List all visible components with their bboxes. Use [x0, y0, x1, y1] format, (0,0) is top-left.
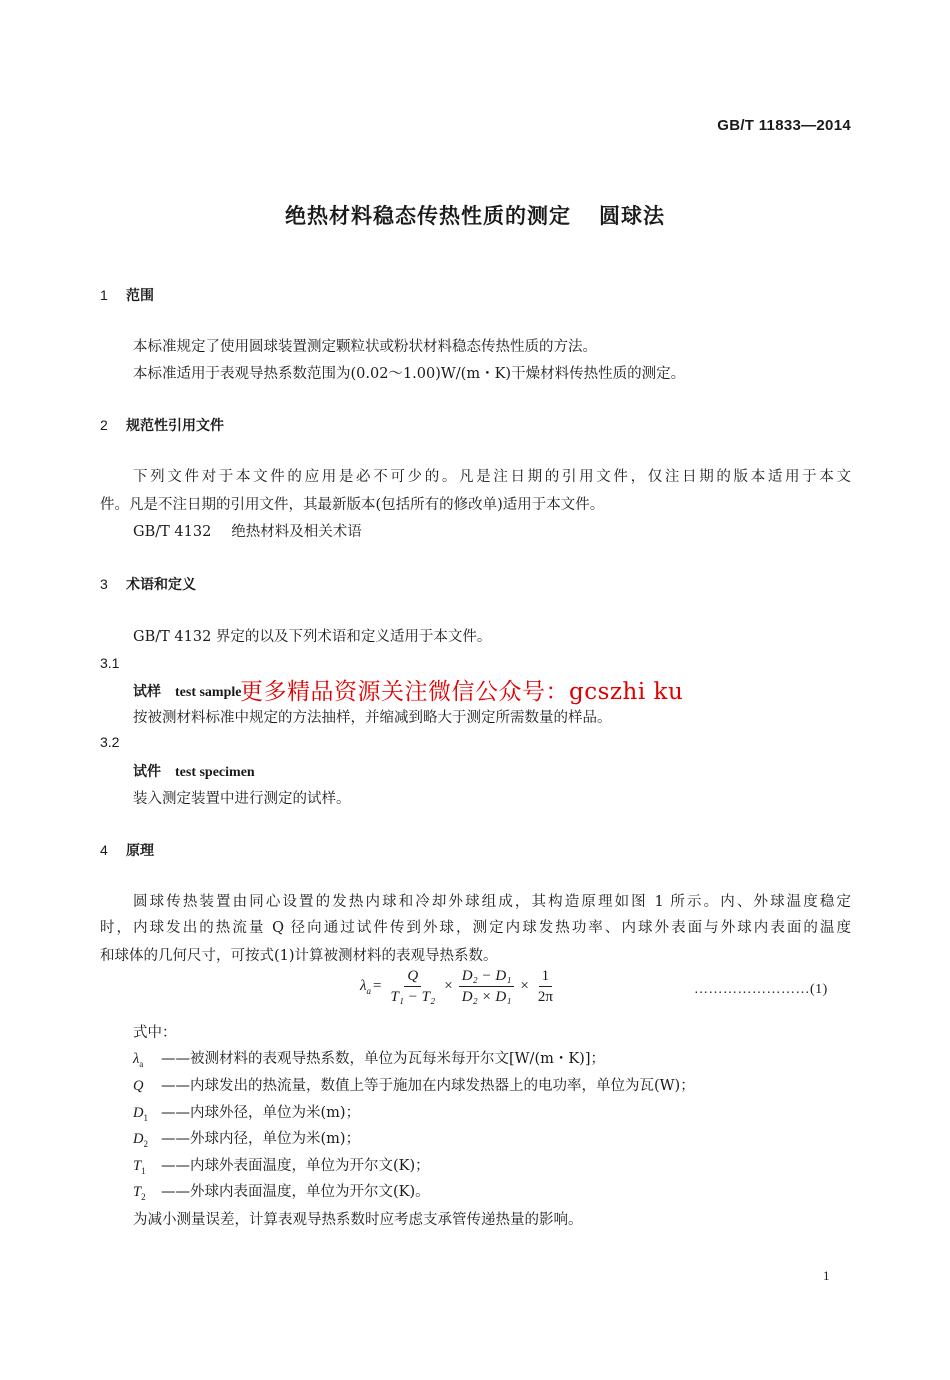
section-number: 2 — [100, 417, 108, 433]
title-part2: 圆球法 — [599, 204, 665, 228]
symbol-definition — [133, 1154, 430, 1176]
section-number: 1 — [100, 287, 108, 303]
section-title: 原理 — [126, 843, 154, 859]
term-number: 3.2 — [100, 734, 120, 750]
symbol-description: ——被测材料的表观导热系数，单位为瓦每米每开尔文[W/(m・K)]； — [161, 1051, 605, 1067]
scope-paragraph-1: 本标准规定了使用圆球装置测定颗粒状或粉状材料稳态传热性质的方法。 — [133, 339, 597, 355]
formula-times: × — [444, 978, 453, 994]
normative-refs-line-1 — [100, 464, 851, 490]
term-chinese: 试件 — [133, 764, 161, 780]
principle-text-2: 时，内球发出的热流量 Q 径向通过试件传到外球，测定内球发热功率、内球外表面与外球内表面的温度 — [100, 920, 851, 936]
section-title: 术语和定义 — [126, 577, 196, 593]
term-definition: 装入测定装置中进行测定的试样。 — [133, 791, 351, 807]
reference-code: GB/T 4132 — [133, 524, 212, 540]
terms-intro: GB/T 4132 界定的以及下列术语和定义适用于本文件。 — [133, 629, 492, 645]
page-number: 1 — [823, 1268, 830, 1283]
section-heading-terms — [100, 574, 196, 594]
term-definition: 按被测材料标准中规定的方法抽样，并缩减到略大于测定所需数量的样品。 — [133, 710, 612, 726]
term-number: 3.1 — [100, 655, 120, 671]
symbol: Q — [133, 1078, 144, 1094]
symbol-description: ——外球内径，单位为米(m)； — [161, 1131, 361, 1147]
formula-fraction-2: $\frac{\text{D₂ − D₁}}{\text{D₂ × D₁}}$ — [459, 967, 515, 1006]
section-title: 规范性引用文件 — [126, 418, 224, 434]
symbol-description: ——内球外表面温度，单位为开尔文(K)； — [161, 1158, 430, 1174]
term-heading — [133, 681, 242, 701]
scope-paragraph-2: 本标准适用于表观导热系数范围为(0.02～1.00)W/(m・K)干燥材料传热性质的测定。 — [133, 366, 686, 382]
principle-line-2 — [100, 915, 851, 941]
normative-refs-text-1: 下列文件对于本文件的应用是必不可少的。凡是注日期的引用文件，仅注日期的版本适用于本文 — [133, 469, 851, 485]
normative-refs-line-2: 件。凡是不注日期的引用文件，其最新版本(包括所有的修改单)适用于本文件。 — [100, 497, 605, 513]
symbol-description: ——内球发出的热流量，数值上等于施加在内球发热器上的电功率，单位为瓦(W)； — [161, 1078, 695, 1094]
symbol-definition — [133, 1127, 360, 1149]
reference-entry — [133, 520, 362, 541]
symbol: $D_2$ — [133, 1131, 148, 1149]
formula-equals: = — [373, 978, 382, 994]
formula-fraction-3: $\frac{1}{2\pi}$ — [537, 968, 553, 1005]
symbol: $T_1$ — [133, 1158, 146, 1176]
symbol: $\lambda_a$ — [133, 1051, 144, 1069]
equation-number: ……………………(1) — [694, 982, 828, 997]
formula-fraction-1: $\frac{Q}{\text{T₁ − T₂}}$ — [390, 968, 436, 1005]
section-number: 4 — [100, 842, 108, 858]
section-heading-normative-refs — [100, 415, 224, 435]
watermark-text: 更多精品资源关注微信公众号：gcszhi ku — [240, 679, 684, 705]
symbol-definition — [133, 1047, 605, 1069]
symbol-description: ——内球外径，单位为米(m)； — [161, 1105, 361, 1121]
principle-text-1: 圆球传热装置由同心设置的发热内球和冷却外球组成，其构造原理如图 1 所示。内、外球温度稳定 — [133, 894, 851, 910]
symbol-definition — [133, 1101, 360, 1123]
symbol: $D_1$ — [133, 1105, 148, 1123]
symbol-definition — [133, 1074, 695, 1096]
term-english: test sample — [175, 685, 242, 700]
section-heading-principle — [100, 840, 154, 860]
standard-number: GB/T 11833—2014 — [717, 117, 851, 134]
formula-1 — [360, 967, 560, 1006]
symbol: $T_2$ — [133, 1184, 146, 1202]
formula-times: × — [520, 978, 529, 994]
section-heading-scope — [100, 285, 154, 305]
section-title: 范围 — [126, 288, 154, 304]
document-title — [0, 200, 950, 230]
section-number: 3 — [100, 576, 108, 592]
measurement-note: 为减小测量误差，计算表观导热系数时应考虑支承管传递热量的影响。 — [133, 1212, 583, 1228]
title-part1: 绝热材料稳态传热性质的测定 — [285, 204, 571, 228]
reference-title: 绝热材料及相关术语 — [231, 524, 362, 540]
principle-line-1 — [100, 889, 851, 915]
formula-lhs: $\lambda_a$ — [360, 977, 371, 996]
term-chinese: 试样 — [133, 684, 161, 700]
principle-line-3: 和球体的几何尺寸，可按式(1)计算被测材料的表观导热系数。 — [100, 948, 498, 964]
term-heading — [133, 761, 255, 781]
where-label: 式中： — [133, 1025, 177, 1041]
term-english: test specimen — [175, 765, 255, 780]
symbol-definition — [133, 1180, 430, 1202]
symbol-description: ——外球内表面温度，单位为开尔文(K)。 — [161, 1184, 430, 1200]
